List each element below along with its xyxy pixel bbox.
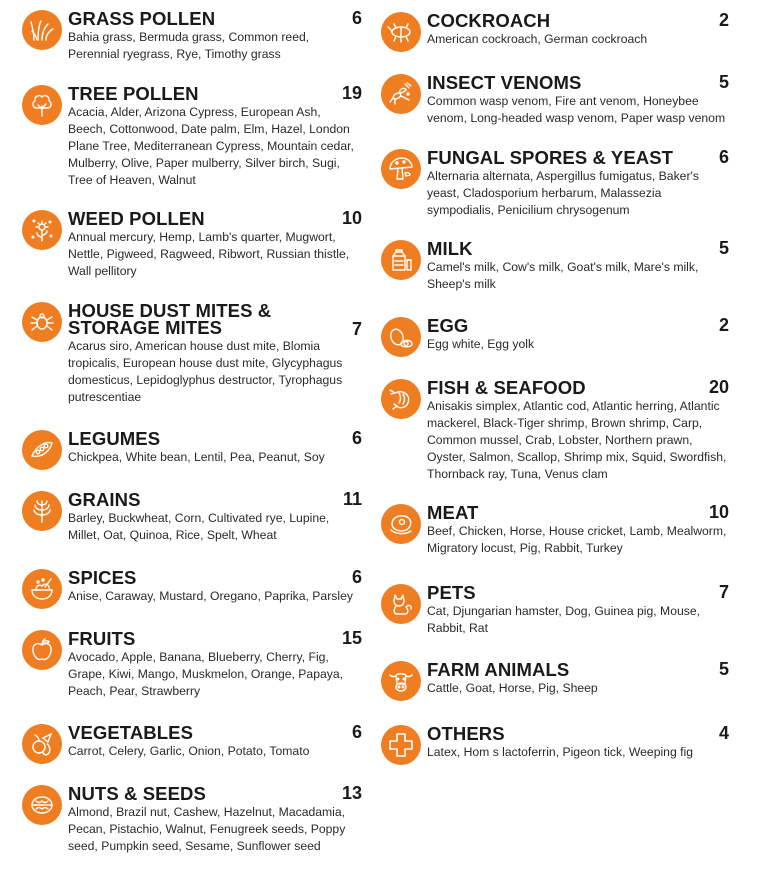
grain-icon	[22, 491, 62, 531]
category-count: 15	[341, 628, 362, 648]
category-title: TREE POLLEN	[68, 83, 199, 104]
cockroach-icon	[381, 12, 421, 52]
cow-icon	[381, 661, 421, 701]
category-allergens: Beef, Chicken, Horse, House cricket, Lamb, Mealworm, Migratory locust, Pig, Rabbit, Turkey	[427, 524, 727, 555]
category-allergens: Cattle, Goat, Horse, Pig, Sheep	[427, 681, 598, 695]
category-title: VEGETABLES	[68, 722, 194, 743]
category-count: 13	[341, 783, 362, 803]
category-allergens: Anise, Caraway, Mustard, Oregano, Paprika, Parsley	[68, 589, 353, 603]
egg-icon	[381, 317, 421, 357]
insect-icon	[381, 74, 421, 114]
mushroom-icon	[381, 149, 421, 189]
category-allergens: Bahia grass, Bermuda grass, Common reed, Perennial ryegrass, Rye, Timothy grass	[68, 30, 310, 61]
category-title: EGG	[427, 315, 469, 336]
category-allergens: Egg white, Egg yolk	[427, 337, 535, 351]
category-count: 6	[351, 428, 362, 448]
category-title-line: HOUSE DUST MITES &	[68, 300, 272, 321]
category-count: 5	[718, 659, 729, 679]
category-count: 19	[341, 83, 362, 103]
category-title: WEED POLLEN	[68, 208, 205, 229]
category-title: INSECT VENOMS	[427, 72, 582, 93]
category-allergens: Latex, Hom s lactoferrin, Pigeon tick, Weeping fig	[427, 745, 693, 759]
category-count: 7	[718, 582, 729, 602]
weed-icon	[22, 210, 62, 250]
category-count: 6	[718, 147, 729, 167]
category-count: 5	[718, 238, 729, 258]
category-allergens: Acarus siro, American house dust mite, Blomia tropicalis, European house dust mite, Glycyphagus domesticus, Lepidoglyphus destructor, Tyrophagus putrescentiae	[68, 339, 343, 404]
category-title: LEGUMES	[68, 428, 161, 449]
category-allergens: Barley, Buckwheat, Corn, Cultivated rye, Lupine, Millet, Oat, Quinoa, Rice, Spelt, Wheat	[68, 511, 330, 542]
category-count: 2	[718, 315, 729, 335]
category-allergens: Camel's milk, Cow's milk, Goat's milk, Mare's milk, Sheep's milk	[427, 260, 699, 291]
mite-icon	[22, 302, 62, 342]
category-count: 11	[342, 489, 362, 509]
category-allergens: Almond, Brazil nut, Cashew, Hazelnut, Macadamia, Pecan, Pistachio, Walnut, Fenugreek seeds, Poppy seed, Pumpkin seed, Sesame, Sunflower seed	[68, 805, 346, 853]
category-count: 10	[341, 208, 362, 228]
meat-icon	[381, 504, 421, 544]
category-title: OTHERS	[427, 723, 505, 744]
category-count: 2	[718, 10, 729, 30]
category-count: 5	[718, 72, 729, 92]
category-title: FUNGAL SPORES & YEAST	[427, 147, 674, 168]
grass-icon	[22, 10, 62, 50]
category-allergens: Annual mercury, Hemp, Lamb's quarter, Mugwort, Nettle, Pigweed, Ragweed, Ribwort, Russian thistle, Wall pellitory	[68, 230, 350, 278]
legume-icon	[22, 430, 62, 470]
category-title: NUTS & SEEDS	[68, 783, 206, 804]
category-allergens: Chickpea, White bean, Lentil, Pea, Peanut, Soy	[68, 450, 325, 464]
category-count: 6	[351, 567, 362, 587]
category-count: 10	[708, 502, 729, 522]
shrimp-icon	[381, 379, 421, 419]
category-count: 20	[708, 377, 729, 397]
category-allergens: Avocado, Apple, Banana, Blueberry, Cherry, Fig, Grape, Kiwi, Mango, Muskmelon, Orange, Papaya, Peach, Pear, Strawberry	[68, 650, 344, 698]
vegetable-icon	[22, 724, 62, 764]
pet-icon	[381, 584, 421, 624]
category-title: PETS	[427, 582, 476, 603]
category-count: 7	[351, 319, 362, 339]
category-title: MILK	[427, 238, 473, 259]
nut-icon	[22, 785, 62, 825]
category-allergens: Carrot, Celery, Garlic, Onion, Potato, Tomato	[68, 744, 310, 758]
tree-icon	[22, 85, 62, 125]
milk-icon	[381, 240, 421, 280]
category-count: 4	[718, 723, 729, 743]
category-allergens: Acacia, Alder, Arizona Cypress, European Ash, Beech, Cottonwood, Date palm, Elm, Hazel, London Plane Tree, Mediterranean Cypress, Mountain cedar, Mulberry, Olive, Paper mulberry, Silver birch, Sugi, Tree of Heaven, Walnut	[68, 105, 354, 187]
category-title: COCKROACH	[427, 10, 551, 31]
category-count: 6	[351, 8, 362, 28]
category-title: FISH & SEAFOOD	[427, 377, 586, 398]
category-title: GRAINS	[68, 489, 141, 510]
category-title	[68, 302, 271, 336]
category-title: FRUITS	[68, 628, 136, 649]
apple-icon	[22, 630, 62, 670]
category-count: 6	[351, 722, 362, 742]
category-title: FARM ANIMALS	[427, 659, 570, 680]
category-title: SPICES	[68, 567, 137, 588]
category-title: GRASS POLLEN	[68, 8, 216, 29]
category-allergens: Anisakis simplex, Atlantic cod, Atlantic herring, Atlantic mackerel, Black-Tiger shrimp, Brown shrimp, Carp, Common mussel, Crab, Lobster, Northern prawn, Oyster, Salmon, Scallop, Shrimp mix, Squid, Swordfish, Thornback ray, Tuna, Venus clam	[427, 399, 727, 481]
category-title-line: STORAGE MITES	[68, 317, 223, 338]
category-allergens: Cat, Djungarian hamster, Dog, Guinea pig, Mouse, Rabbit, Rat	[427, 604, 701, 635]
category-allergens: Alternaria alternata, Aspergillus fumigatus, Baker's yeast, Cladosporium herbarum, Malassezia sympodialis, Penicilium chrysogenum	[427, 169, 699, 217]
category-title: MEAT	[427, 502, 479, 523]
category-allergens: American cockroach, German cockroach	[427, 32, 648, 46]
category-allergens: Common wasp venom, Fire ant venom, Honeybee venom, Long-headed wasp venom, Paper wasp venom	[427, 94, 726, 125]
cross-icon	[381, 725, 421, 765]
spice-bowl-icon	[22, 569, 62, 609]
